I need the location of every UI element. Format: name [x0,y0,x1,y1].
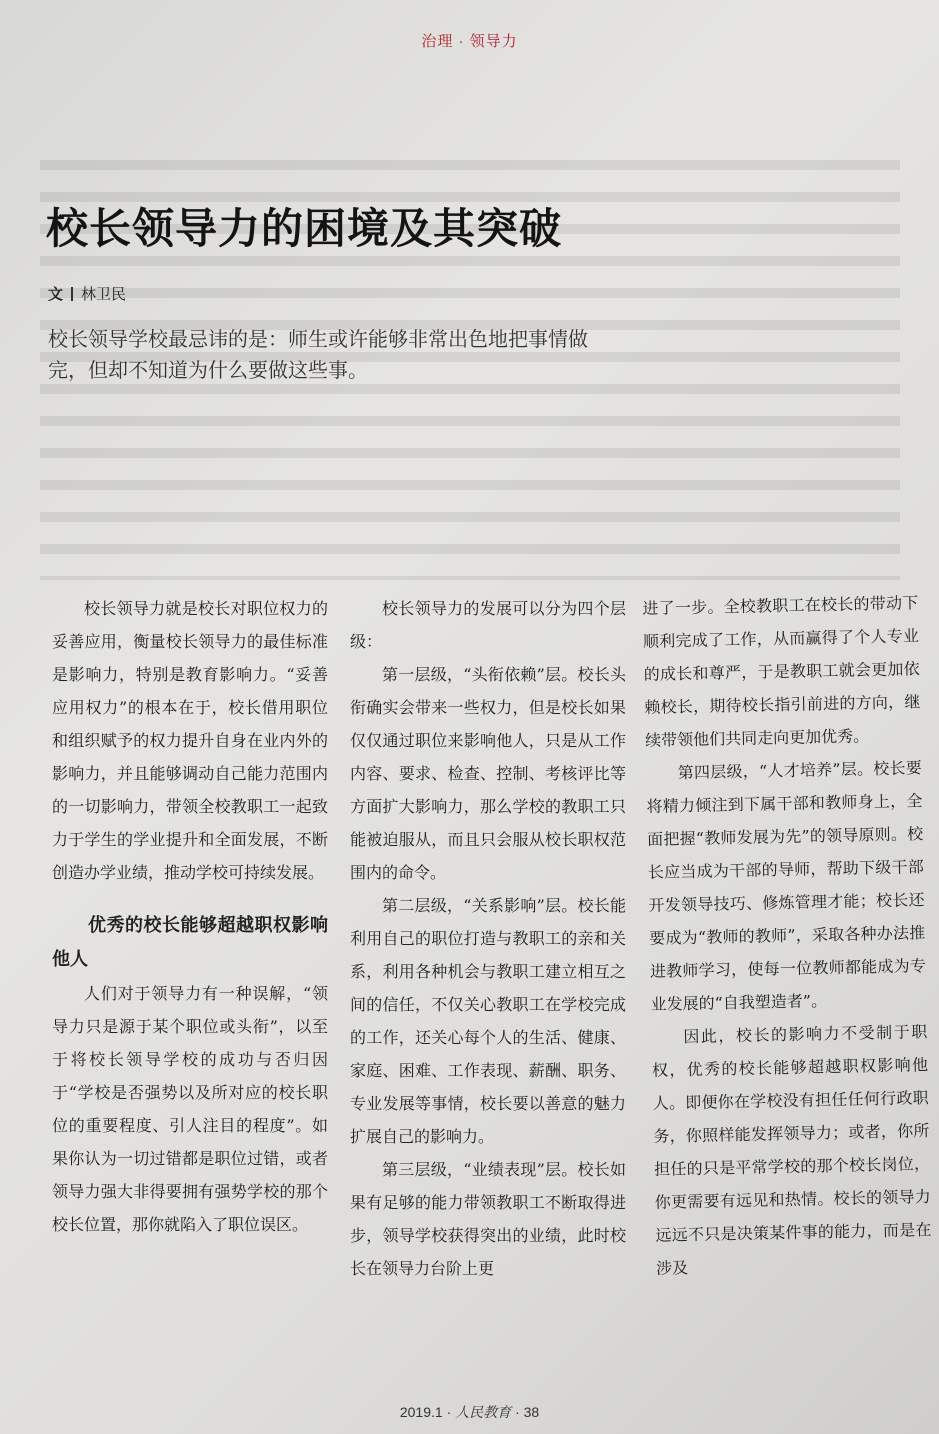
footer-dot: · [515,1404,524,1420]
text-column-3 [642,586,932,1285]
paragraph: 因此，校长的影响力不受制于职权，优秀的校长能够超越职权影响他人。即便你在学校没有担任任何行政职务，你照样能发挥领导力；或者，你所担任的只是平常学校的那个校长岗位，你更需要有远见和热情。校长的领导力远远不只是决策某件事的能力，而是在涉及 [651,1022,932,1278]
byline [48,283,126,304]
paragraph: 进了一步。全校教职工在校长的带动下顺利完成了工作，从而赢得了个人专业的成长和尊严，于是教职工就会更加依赖校长，期待校长指引前进的方向，继续带领他们共同走向更加优秀。 [642,593,921,750]
byline-author: 林卫民 [81,285,127,303]
paragraph: 第二层级，“关系影响”层。校长能利用自己的职位打造与教职工的亲和关系，利用各种机会与教职工建立相互之间的信任，不仅关心教职工在学校完成的工作，还关心每个人的生活、健康、家庭、困难、工作表现、薪酬、职务、专业发展等事情，校长要以善意的魅力扩展自己的影响力。 [350,896,626,1146]
footer-dot: · [446,1404,456,1420]
paragraph: 校长领导力就是校长对职位权力的妥善应用，衡量校长领导力的最佳标准是影响力，特别是教育影响力。“妥善应用权力”的根本在于，校长借用职位和组织赋予的权力提升自身在业内外的影响力，并且能够调动自己能力范围内的一切影响力，带领全校教职工一起致力于学生的学业提升和全面发展，不断创造办学业绩，推动学校可持续发展。 [52,599,328,882]
magazine-name: 人民教育 [455,1405,512,1421]
paragraph: 人们对于领导力有一种误解，“领导力只是源于某个职位或头衔”，以至于将校长领导学校的成功与否归因于“学校是否强势以及所对应的校长职位的重要程度、引人注目的程度”。如果你认为一切过错都是职位过错，或者领导力强大非得要拥有强势学校的那个校长位置，那你就陷入了职位误区。 [52,984,328,1234]
byline-prefix: 文 [48,285,64,303]
issue-number: 2019.1 [399,1404,443,1420]
byline-separator [71,287,73,301]
subheading: 优秀的校长能够超越职权影响他人 [52,915,328,970]
text-column-2 [350,592,626,1285]
lead-paragraph: 校长领导学校最忌讳的是：师生或许能够非常出色地把事情做完，但却不知道为什么要做这些事。 [48,327,588,382]
paragraph: 校长领导力的发展可以分为四个层级： [350,599,626,651]
section-header: 治理 · 领导力 [421,33,518,50]
page-footer [0,1402,939,1422]
paragraph: 第三层级，“业绩表现”层。校长如果有足够的能力带领教职工不断取得进步，领导学校获得突出的业绩，此时校长在领导力台阶上更 [350,1160,626,1278]
page-number: 38 [523,1404,540,1420]
paragraph: 第一层级，“头衔依赖”层。校长头衔确实会带来一些权力，但是校长如果仅仅通过职位来影响他人，只是从工作内容、要求、检查、控制、考核评比等方面扩大影响力，那么学校的教职工只能被迫服从，而且只会服从校长职权范围内的命令。 [350,665,626,882]
article-title: 校长领导力的困境及其突破 [46,204,563,253]
paragraph: 第四层级，“人才培养”层。校长要将精力倾注到下属干部和教师身上，全面把握“教师发展为先”的领导原则。校长应当成为干部的导师，帮助下级干部开发领导技巧、修炼管理才能；校长还要成为“教师的教师”，采取各种办法推进教师学习，使每一位教师都能成为专业发展的“自我塑造者”。 [646,758,927,1014]
text-column-1 [52,592,328,1241]
